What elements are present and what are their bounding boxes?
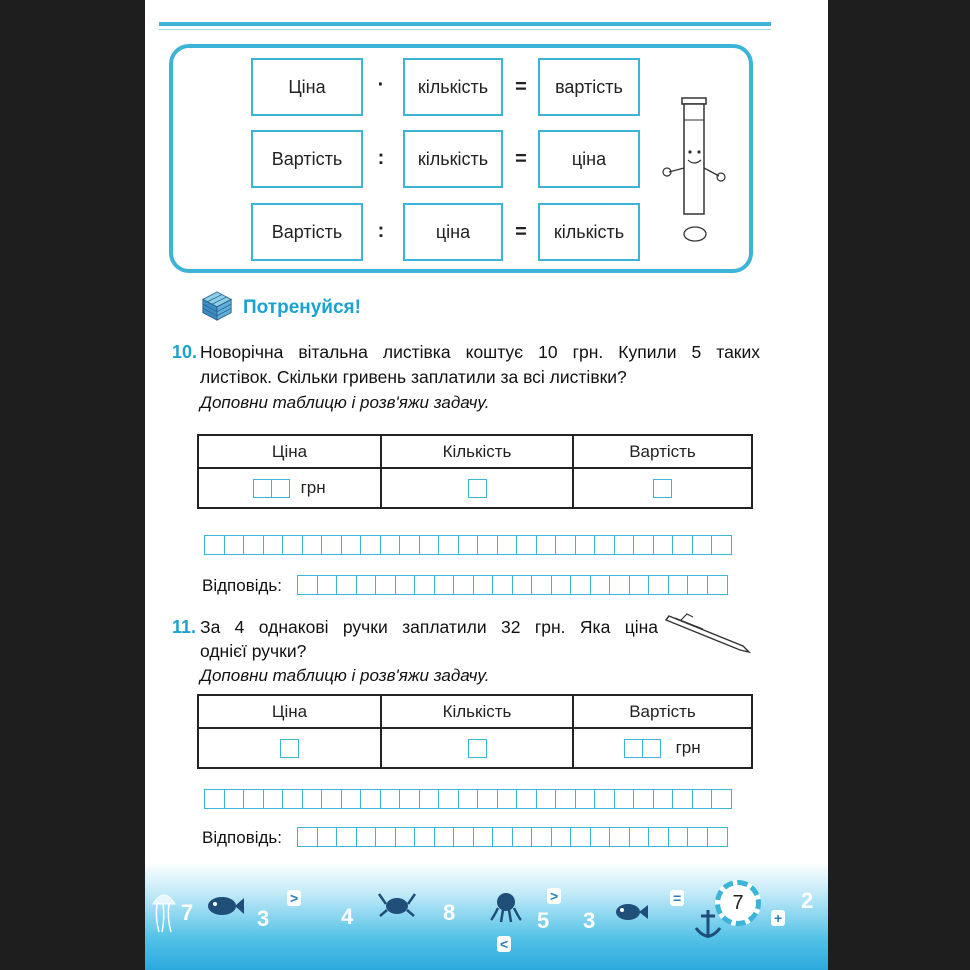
task-instruction: Доповни таблицю і розв'яжи задачу.: [200, 393, 490, 412]
header-quantity: Кількість: [381, 435, 573, 468]
deco-sign: <: [497, 936, 511, 952]
octopus-icon: [489, 890, 523, 924]
task-number: 10.: [172, 342, 198, 362]
unit-label: грн: [300, 478, 326, 498]
deco-sign: >: [547, 888, 561, 904]
header-cost: Вартість: [573, 435, 752, 468]
price-table: [197, 434, 753, 509]
crab-icon: [377, 888, 417, 920]
header-quantity: Кількість: [381, 695, 573, 728]
ruler-mascot-icon: [657, 90, 737, 250]
deco-number: 2: [801, 888, 814, 913]
deco-sign: >: [287, 890, 301, 906]
task-text-line: однієї ручки?: [200, 641, 307, 661]
quantity-cell: [381, 468, 573, 508]
price-cell: [198, 468, 381, 508]
top-rule-thin: [159, 29, 771, 30]
section-heading: Потренуйся!: [243, 297, 361, 318]
task-instruction: Доповни таблицю і розв'яжи задачу.: [200, 666, 490, 685]
cost-cell: [573, 468, 752, 508]
formula-term: кількість: [403, 58, 503, 116]
unit-label: грн: [675, 738, 701, 758]
formula-term: кількість: [403, 130, 503, 188]
task-text-line: листівок. Скільки гривень заплатили за всі листівки?: [200, 367, 627, 387]
page-number: 7: [715, 880, 761, 926]
formula-result: ціна: [538, 130, 640, 188]
digit-box[interactable]: [271, 479, 290, 498]
pen-icon: [663, 608, 753, 656]
deco-number: 3: [257, 906, 270, 931]
cost-cell: [573, 728, 752, 768]
cube-icon: [201, 290, 233, 322]
digit-box[interactable]: [653, 479, 672, 498]
price-cell: [198, 728, 381, 768]
fish-icon: [613, 898, 649, 926]
header-cost: Вартість: [573, 695, 752, 728]
deco-number: 4: [341, 904, 354, 929]
digit-box[interactable]: [253, 479, 272, 498]
deco-number: 7: [181, 900, 194, 925]
formula-result: вартість: [538, 58, 640, 116]
formula-term: Вартість: [251, 130, 363, 188]
price-table: [197, 694, 753, 769]
equals-sign: =: [515, 148, 527, 170]
equals-sign: =: [515, 76, 527, 98]
divide-sign: :: [377, 220, 385, 242]
deco-number: 3: [583, 908, 596, 933]
formula-term: Вартість: [251, 203, 363, 261]
header-price: Ціна: [198, 695, 381, 728]
quantity-cell: [381, 728, 573, 768]
answer-box-strip[interactable]: [297, 827, 726, 847]
deco-number: 8: [443, 900, 456, 925]
deco-sign: =: [670, 890, 684, 906]
equals-sign: =: [515, 221, 527, 243]
header-price: Ціна: [198, 435, 381, 468]
top-rule: [159, 22, 771, 26]
answer-label: Відповідь:: [202, 576, 283, 595]
formula-result: кількість: [538, 203, 640, 261]
deco-number: 5: [537, 908, 550, 933]
task-number: 11.: [172, 617, 197, 637]
answer-box-strip[interactable]: [297, 575, 726, 595]
task-text-line: Новорічна вітальна листівка коштує 10 грн. Купили 5 таких: [200, 342, 760, 362]
digit-box[interactable]: [624, 739, 643, 758]
digit-box[interactable]: [468, 479, 487, 498]
solution-box-strip[interactable]: [204, 535, 731, 555]
multiply-sign: ·: [377, 74, 385, 96]
task-text-line: За 4 однакові ручки заплатили 32 грн. Яка ціна: [200, 617, 658, 637]
answer-label: Відповідь:: [202, 828, 283, 847]
jellyfish-icon: [151, 888, 177, 934]
digit-box[interactable]: [280, 739, 299, 758]
formula-term: Ціна: [251, 58, 363, 116]
solution-box-strip[interactable]: [204, 789, 731, 809]
fish-icon: [205, 892, 245, 920]
digit-box[interactable]: [642, 739, 661, 758]
deco-sign: +: [771, 910, 785, 926]
divide-sign: :: [377, 147, 385, 169]
digit-box[interactable]: [468, 739, 487, 758]
formula-term: ціна: [403, 203, 503, 261]
workbook-page: [145, 0, 828, 970]
